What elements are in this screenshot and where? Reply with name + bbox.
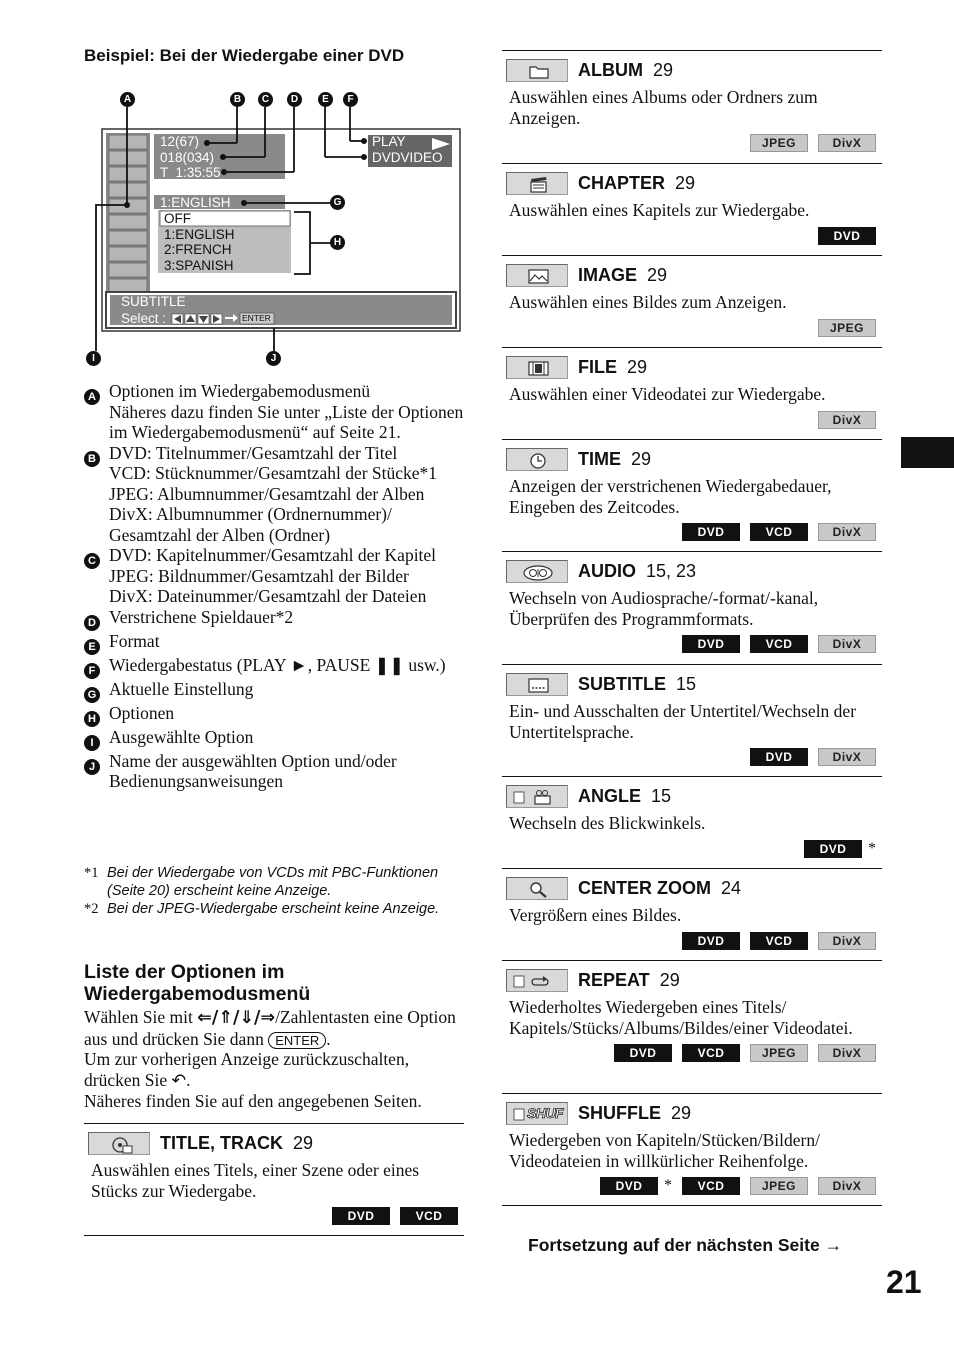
divider [502, 1205, 882, 1206]
legend-key-badge: I [84, 735, 100, 751]
format-badges [818, 411, 876, 429]
continue-note: Fortsetzung auf der nächsten Seite → [528, 1235, 843, 1255]
option-page: 29 [293, 1133, 314, 1153]
divider [84, 1123, 464, 1124]
badge-dvd: DVD [614, 1044, 672, 1062]
legend-line: DVD: Titelnummer/Gesamtzahl der Titel [109, 442, 398, 463]
option-description: Wiederholtes Wiedergeben eines Titels/ Kapitels/Stücks/Albums/Bildes/einer Videodatei. [509, 997, 853, 1038]
section-tab [901, 437, 954, 468]
format-badges [750, 748, 876, 766]
option-name: AUDIO [578, 561, 636, 581]
legend-item-j [84, 751, 469, 792]
legend-line: JPEG: Albumnummer/Gesamtzahl der Alben [109, 483, 425, 504]
format-badges [332, 1207, 458, 1225]
badge-divx: DivX [818, 1044, 876, 1062]
option-description: Auswählen eines Bildes zum Anzeigen. [509, 292, 787, 312]
film-icon [506, 356, 568, 379]
option-title [160, 1132, 313, 1154]
disc-icon [88, 1132, 150, 1155]
badge-vcd: VCD [750, 523, 808, 541]
option-file [502, 347, 882, 439]
option-description: Anzeigen der verstrichenen Wiedergabedauer, Eingeben des Zeitcodes. [509, 476, 832, 517]
option-page: 29 [671, 1103, 692, 1123]
option-audio [502, 551, 882, 664]
format-badges [818, 227, 876, 245]
option-page: 29 [631, 449, 652, 469]
option-name: ALBUM [578, 60, 643, 80]
list-heading: Liste der Optionen im Wiedergabemodusmenü [84, 961, 311, 1005]
legend-key-badge: C [84, 553, 100, 569]
intro-text: /Zahlentasten eine Option aus und drücken Sie dann [84, 1007, 456, 1049]
option-name: TIME [578, 449, 621, 469]
repeat-icon [506, 969, 568, 992]
option-description: Auswählen eines Titels, einer Szene oder eines Stücks zur Wiedergabe. [91, 1160, 420, 1201]
footnote-mark: *2 [84, 901, 99, 917]
option-name: CHAPTER [578, 173, 666, 193]
option-title [578, 969, 680, 991]
badge-divx: DivX [818, 932, 876, 950]
screen-status-panel [372, 134, 443, 166]
screen-format: DVDVIDEO [372, 150, 443, 165]
intro-text: Wählen Sie mit [84, 1007, 198, 1027]
option-title [84, 1123, 464, 1236]
screen-option-english: 1:ENGLISH [164, 226, 235, 242]
option-zoom [502, 868, 882, 960]
option-shuffle [502, 1093, 882, 1206]
format-badges [818, 319, 876, 337]
enter-key-icon: ENTER [268, 1032, 326, 1049]
callout-h: H [330, 235, 345, 250]
audio-icon [506, 560, 568, 583]
legend-line: DVD: Kapitelnummer/Gesamtzahl der Kapitel [109, 545, 437, 565]
divider [502, 664, 882, 665]
arrow-keys-icon: ⇐/⇑/⇓/⇒ [197, 1008, 276, 1028]
badge-vcd: VCD [682, 1044, 740, 1062]
legend-line: Wiedergabestatus (PLAY ►, PAUSE ❚❚ usw.) [109, 654, 446, 675]
callout-g: G [330, 195, 345, 210]
option-page: 29 [675, 173, 696, 193]
intro-text: Näheres finden Sie auf den angegebenen Seiten. [84, 1091, 422, 1111]
badge-dvd: DVD [682, 635, 740, 653]
badge-jpeg: JPEG [750, 1177, 808, 1195]
option-description: Wiedergeben von Kapiteln/Stücken/Bildern/ Videodateien in willkürlicher Reihenfolge. [509, 1130, 820, 1171]
screen-bottom-title: SUBTITLE [121, 294, 186, 309]
legend-item-c [84, 545, 469, 607]
divider [502, 776, 882, 777]
footnote-star: * [868, 839, 876, 857]
badge-jpeg: JPEG [750, 1044, 808, 1062]
format-badges [600, 1177, 876, 1195]
legend-line: DivX: Dateinummer/Gesamtzahl der Dateien [109, 586, 427, 606]
legend-key-badge: J [84, 759, 100, 775]
legend-line: DivX: Albumnummer (Ordnernummer)/ Gesamtzahl der Alben (Ordner) [109, 504, 392, 545]
option-page: 29 [647, 265, 668, 285]
option-title [578, 264, 667, 286]
clapper-icon [506, 172, 568, 195]
badge-dvd: DVD [804, 840, 862, 858]
legend-line: Aktuelle Einstellung [109, 678, 254, 699]
option-name: IMAGE [578, 265, 638, 285]
badge-dvd: DVD [332, 1207, 390, 1225]
option-name: CENTER ZOOM [578, 878, 711, 898]
screen-chapter-number: 018(034) [160, 149, 215, 165]
screen-enter-key: ENTER [242, 313, 271, 323]
legend-line: VCD: Stücknummer/Gesamtzahl der Stücke*1 [109, 463, 438, 483]
legend-line: Optionen [109, 702, 175, 723]
legend-item-d [84, 607, 469, 631]
divider [502, 868, 882, 869]
callout-c: C [258, 92, 273, 107]
legend-key-badge: G [84, 687, 100, 703]
legend-line: Name der ausgewählten Option und/oder Bedienungsanweisungen [109, 750, 397, 791]
option-page: 29 [653, 60, 674, 80]
option-title [578, 560, 696, 582]
intro-text: . [326, 1028, 331, 1049]
back-icon: ↶ [171, 1070, 187, 1091]
legend-item-i [84, 727, 469, 751]
option-repeat [502, 960, 882, 1093]
screen-option-french: 2:FRENCH [164, 242, 232, 257]
option-angle [502, 776, 882, 868]
camera-icon [506, 785, 568, 808]
option-page: 29 [659, 970, 680, 990]
screen-play-status: PLAY [372, 134, 406, 149]
screen-diagram [84, 88, 474, 373]
option-page: 15 [676, 674, 697, 694]
legend-line: Verstrichene Spieldauer*2 [109, 606, 294, 627]
option-description: Ein- und Ausschalten der Untertitel/Wechseln der Untertitelsprache. [509, 701, 857, 742]
option-name: SUBTITLE [578, 674, 666, 694]
page-number: 21 [886, 1264, 922, 1300]
badge-dvd: DVD [682, 523, 740, 541]
legend-item-h [84, 703, 469, 727]
legend-item-b [84, 443, 469, 546]
divider [502, 1093, 882, 1094]
legend-key-badge: A [84, 389, 100, 405]
badge-jpeg: JPEG [750, 134, 808, 152]
badge-divx: DivX [818, 523, 876, 541]
option-page: 15, 23 [646, 561, 697, 581]
callout-a: A [120, 92, 135, 107]
example-heading: Beispiel: Bei der Wiedergabe einer DVD [84, 46, 405, 65]
legend-list [84, 381, 469, 792]
screen-current-setting: 1:ENGLISH [160, 195, 231, 210]
footnote-text: Bei der JPEG-Wiedergabe erscheint keine Anzeige. [107, 901, 440, 917]
screen-callout-lines [84, 88, 474, 373]
divider [502, 50, 882, 51]
subtitle-icon [506, 673, 568, 696]
option-time [502, 439, 882, 551]
option-title [578, 673, 696, 695]
shuf-label: SHUF [527, 1105, 564, 1121]
badge-divx: DivX [818, 134, 876, 152]
shuffle-icon [506, 1102, 568, 1125]
option-name: FILE [578, 357, 617, 377]
badge-divx: DivX [818, 411, 876, 429]
divider [502, 255, 882, 256]
option-name: REPEAT [578, 970, 650, 990]
footnotes [84, 864, 464, 918]
divider [502, 960, 882, 961]
legend-item-g [84, 679, 469, 703]
callout-e: E [318, 92, 333, 107]
option-name: TITLE, TRACK [160, 1133, 283, 1153]
option-description: Vergrößern eines Bildes. [509, 905, 682, 925]
option-name: ANGLE [578, 786, 641, 806]
footnote-2 [84, 900, 464, 918]
badge-dvd: DVD [600, 1177, 658, 1195]
screen-title-number: 12(67) [160, 134, 200, 149]
divider [502, 439, 882, 440]
option-page: 15 [651, 786, 672, 806]
option-page: 24 [721, 878, 742, 898]
badge-dvd: DVD [750, 748, 808, 766]
option-description: Wechseln des Blickwinkels. [509, 813, 706, 833]
option-title [578, 59, 673, 81]
legend-line: JPEG: Bildnummer/Gesamtzahl der Bilder [109, 565, 409, 586]
option-page: 29 [627, 357, 648, 377]
badge-vcd: VCD [750, 932, 808, 950]
footnote-mark: *1 [84, 865, 99, 881]
option-subtitle [502, 664, 882, 776]
legend-line: Näheres dazu finden Sie unter „Liste der Optionen im Wiedergabemodusmenü“ auf Seite 21. [109, 401, 464, 442]
legend-line: Ausgewählte Option [109, 726, 254, 747]
option-album [502, 50, 882, 163]
option-description: Auswählen eines Kapitels zur Wiedergabe. [509, 200, 810, 220]
callout-b: B [230, 92, 245, 107]
legend-item-e [84, 631, 469, 655]
callout-j: J [266, 351, 281, 366]
badge-vcd: VCD [682, 1177, 740, 1195]
badge-dvd: DVD [818, 227, 876, 245]
legend-line: Optionen im Wiedergabemodusmenü [109, 381, 371, 401]
screen-option-spanish: 3:SPANISH [164, 257, 234, 273]
badge-divx: DivX [818, 635, 876, 653]
screen-elapsed-time: T 1:35:55 [160, 165, 221, 180]
badge-jpeg: JPEG [818, 319, 876, 337]
clock-icon [506, 448, 568, 471]
callout-i: I [86, 351, 101, 366]
option-title [578, 356, 647, 378]
legend-key-badge: D [84, 615, 100, 631]
option-title [578, 448, 651, 470]
badge-divx: DivX [818, 748, 876, 766]
badge-dvd: DVD [682, 932, 740, 950]
option-title [578, 785, 671, 807]
option-description: Auswählen einer Videodatei zur Wiedergabe. [509, 384, 826, 404]
legend-key-badge: F [84, 663, 100, 679]
option-image [502, 255, 882, 347]
footnote-star: * [664, 1177, 672, 1194]
intro-text: Um zur vorherigen Anzeige zurückzuschalten, drücken Sie [84, 1049, 410, 1090]
legend-key-badge: H [84, 711, 100, 727]
format-badges [804, 840, 876, 858]
option-title [578, 1102, 691, 1124]
format-badges [750, 134, 876, 152]
footnote-text: Bei der Wiedergabe von VCDs mit PBC-Funktionen (Seite 20) erscheint keine Anzeige. [107, 865, 439, 899]
legend-item-f [84, 655, 469, 679]
screen-options-list [164, 211, 235, 273]
format-badges [682, 635, 876, 653]
option-title [578, 172, 695, 194]
option-description: Auswählen eines Albums oder Ordners zum Anzeigen. [509, 87, 818, 128]
option-chapter [502, 163, 882, 255]
legend-line: Format [109, 630, 160, 651]
screen-option-off: OFF [164, 211, 191, 226]
option-name: SHUFFLE [578, 1103, 661, 1123]
format-badges [682, 523, 876, 541]
badge-vcd: VCD [750, 635, 808, 653]
folder-icon [506, 59, 568, 82]
format-badges [614, 1044, 876, 1062]
divider [502, 551, 882, 552]
format-badges [682, 932, 876, 950]
legend-item-a [84, 381, 469, 443]
badge-divx: DivX [818, 1177, 876, 1195]
divider [84, 1235, 464, 1236]
option-title [578, 877, 741, 899]
legend-key-badge: E [84, 639, 100, 655]
badge-vcd: VCD [400, 1207, 458, 1225]
footnote-1 [84, 864, 464, 900]
divider [502, 163, 882, 164]
legend-key-badge: B [84, 451, 100, 467]
callout-d: D [287, 92, 302, 107]
callout-f: F [343, 92, 358, 107]
list-intro [84, 1007, 469, 1112]
screen-info-panel [160, 134, 221, 181]
zoom-icon [506, 877, 568, 900]
divider [502, 347, 882, 348]
option-description: Wechseln von Audiosprache/-format/-kanal, Überprüfen des Programmformats. [509, 588, 819, 629]
intro-text: . [186, 1069, 191, 1090]
image-icon [506, 264, 568, 287]
screen-bottom-select: Select : [121, 311, 167, 326]
